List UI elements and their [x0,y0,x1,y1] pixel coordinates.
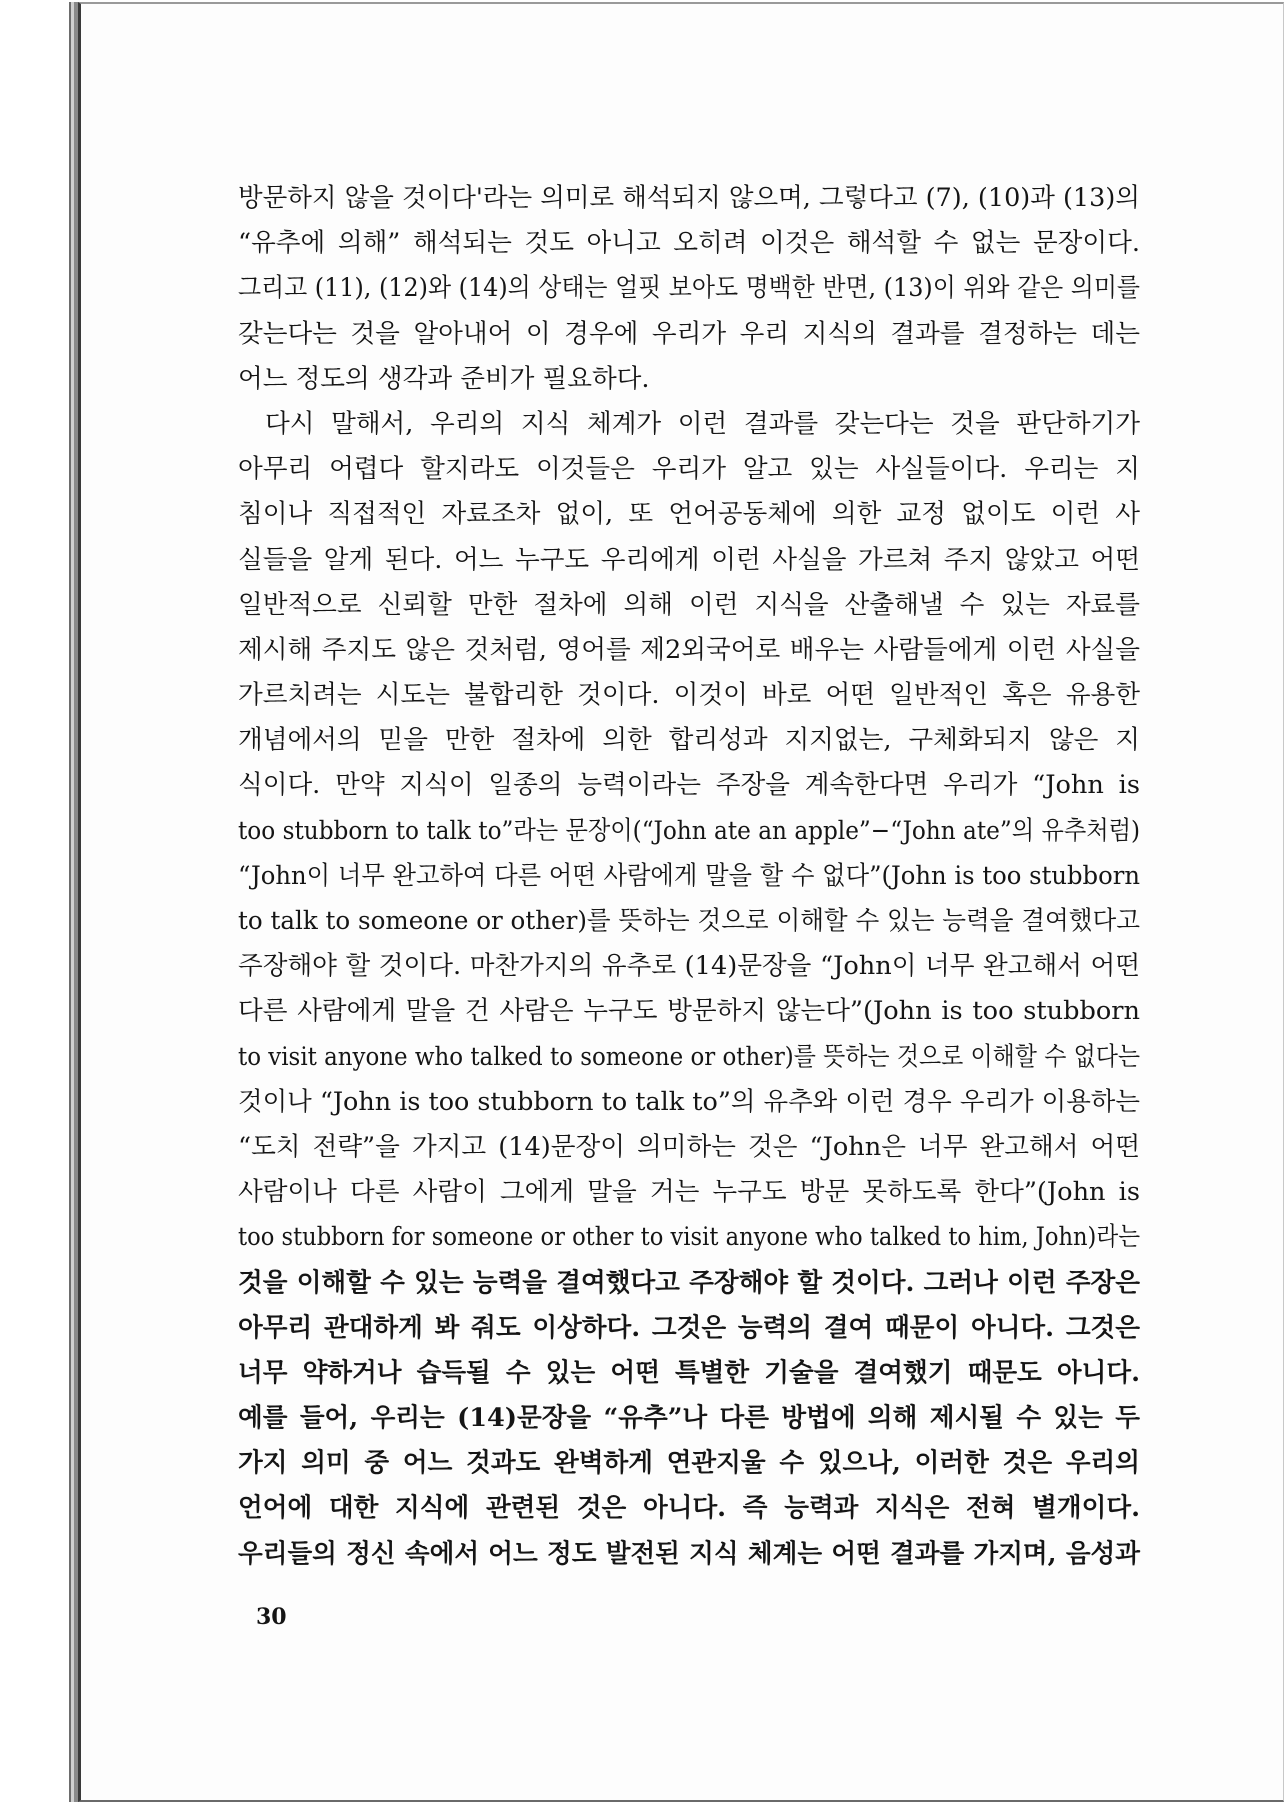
body-text [238,176,1140,1577]
text-line: 사람이나 다른 사람이 그에게 말을 거는 누구도 방문 못하도록 한다”(John is [238,1177,1140,1208]
text-line: 제시해 주지도 않은 것처럼, 영어를 제2외국어로 배우는 사람들에게 이런 사실을 [238,634,1140,665]
text-line: 실들을 알게 된다. 어느 누구도 우리에게 이런 사실을 가르쳐 주지 않았고 어떤 [238,544,1140,575]
text-line: 갖는다는 것을 알아내어 이 경우에 우리가 우리 지식의 결과를 결정하는 데는 [238,318,1140,349]
text-line: “도치 전략”을 가지고 (14)문장이 의미하는 것은 “John은 너무 완고해서 어떤 [238,1131,1140,1162]
text-line: 다른 사람에게 말을 건 사람은 누구도 방문하지 않는다”(John is too stubborn [238,996,1140,1027]
text-line: 식이다. 만약 지식이 일종의 능력이라는 주장을 계속한다면 우리가 “John is [238,770,1140,801]
text-line: 일반적으로 신뢰할 만한 절차에 의해 이런 지식을 산출해낼 수 있는 자료를 [238,589,1140,620]
text-line: too stubborn for someone or other to visit anyone who talked to him, John)라는 [238,1222,1141,1253]
text-line: 것을 이해할 수 있는 능력을 결여했다고 주장해야 할 것이다. 그러나 이런 주장은 [238,1267,1140,1298]
text-line: 개념에서의 믿을 만한 절차에 의한 합리성과 지지없는, 구체화되지 않은 지 [238,725,1140,756]
text-line: 다시 말해서, 우리의 지식 체계가 이런 결과를 갖는다는 것을 판단하기가 [265,408,1140,439]
text-line: 예를 들어, 우리는 (14)문장을 “유추”나 다른 방법에 의해 제시될 수 있는 두 [238,1403,1140,1434]
text-line: 것이나 “John is too stubborn to talk to”의 유추와 이런 경우 우리가 이용하는 [238,1086,1140,1117]
text-line: to talk to someone or other)를 뜻하는 것으로 이해할 수 있는 능력을 결여했다고 [238,906,1140,936]
text-line: 침이나 직접적인 자료조차 없이, 또 언어공동체에 의한 교정 없이도 이런 사 [238,499,1140,530]
text-line: 가르치려는 시도는 불합리한 것이다. 이것이 바로 어떤 일반적인 혹은 유용한 [238,680,1140,711]
text-line: 주장해야 할 것이다. 마찬가지의 유추로 (14)문장을 “John이 너무 완고해서 어떤 [238,951,1140,982]
text-line: 방문하지 않을 것이다'라는 의미로 해석되지 않으며, 그렇다고 (7), (10)과 (13)의 [238,183,1140,213]
text-line: too stubborn to talk to”라는 문장이(“John ate an apple”−“John ate”의 유추처럼) [238,815,1141,846]
text-line: to visit anyone who talked to someone or other)를 뜻하는 것으로 이해할 수 없다는 [238,1041,1141,1072]
text-line: 언어에 대한 지식에 관련된 것은 아니다. 즉 능력과 지식은 전혀 별개이다. [238,1493,1140,1524]
text-line: 아무리 관대하게 봐 줘도 이상하다. 그것은 능력의 결여 때문이 아니다. 그것은 [238,1312,1140,1343]
text-line: “John이 너무 완고하여 다른 어떤 사람에게 말을 할 수 없다”(John is too stubborn [238,860,1140,891]
text-line: 아무리 어렵다 할지라도 이것들은 우리가 알고 있는 사실들이다. 우리는 지 [238,454,1140,485]
text-line: 우리들의 정신 속에서 어느 정도 발전된 지식 체계는 어떤 결과를 가지며, 음성과 [238,1538,1140,1569]
text-line: 그리고 (11), (12)와 (14)의 상태는 얼핏 보아도 명백한 반면, (13)이 위와 같은 의미를 [238,273,1140,304]
text-line: 가지 의미 중 어느 것과도 완벽하게 연관지울 수 있으나, 이러한 것은 우리의 [238,1448,1140,1479]
text-line: 어느 정도의 생각과 준비가 필요하다. [238,363,650,394]
text-line: 너무 약하거나 습득될 수 있는 어떤 특별한 기술을 결여했기 때문도 아니다. [238,1357,1140,1388]
page-number: 30 [256,1604,287,1630]
text-line: “유추에 의해” 해석되는 것도 아니고 오히려 이것은 해석할 수 없는 문장이다. [238,228,1140,259]
